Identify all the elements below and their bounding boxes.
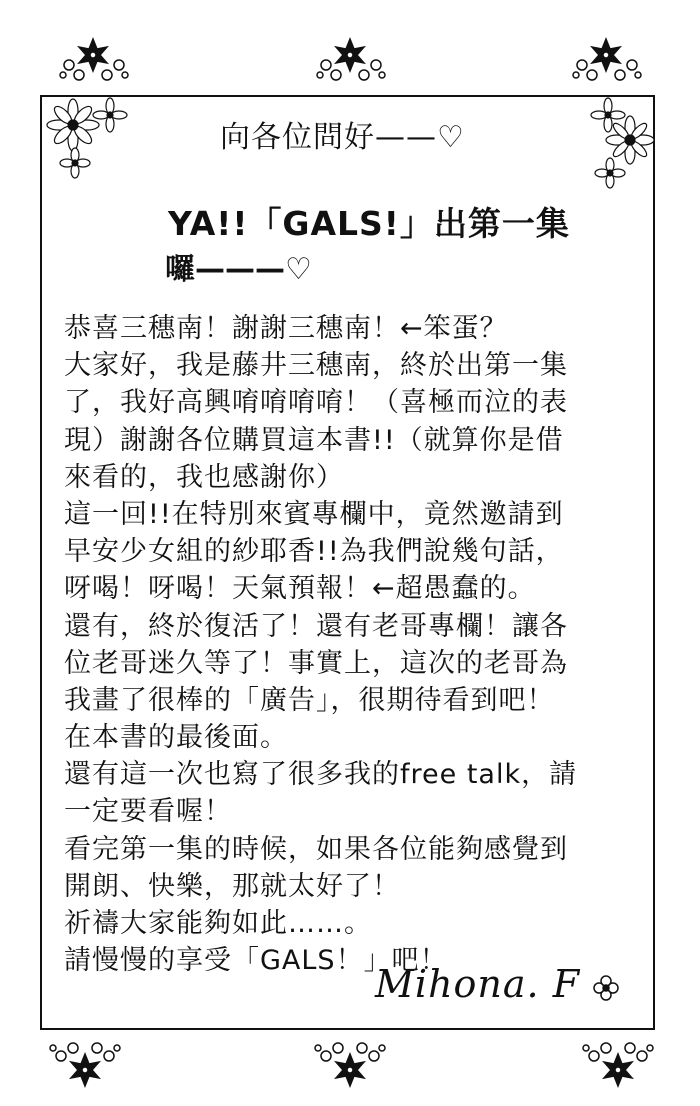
- body-line: 呀喝！呀喝！天氣預報！←超愚蠢的。: [64, 573, 536, 605]
- body-line: 現）謝謝各位購買這本書!!（就算你是借: [64, 424, 564, 456]
- flower-cluster-icon: [55, 35, 135, 85]
- body-line: 了，我好高興唷唷唷唷！（喜極而泣的表: [64, 387, 568, 419]
- flower-cluster-icon: [312, 35, 392, 85]
- body-line: 恭喜三穗南！謝謝三穗南！←笨蛋？: [64, 313, 508, 344]
- body-line: 還有，終於復活了！還有老哥專欄！讓各: [64, 610, 568, 642]
- body-line: 請慢慢的享受「GALS！」吧！: [64, 945, 448, 977]
- body-line: 祈禱大家能夠如此……。: [64, 908, 372, 939]
- signature-text: Mihona. F: [375, 962, 581, 1006]
- body-line: 大家好，我是藤井三穗南，終於出第一集: [64, 350, 568, 382]
- body-line: 早安少女組的紗耶香!!為我們說幾句話，: [64, 536, 564, 568]
- flower-cluster-icon: [578, 1040, 658, 1092]
- flower-bouquet-icon: [588, 95, 656, 190]
- body-line: 開朗、快樂，那就太好了！: [64, 870, 400, 902]
- flower-bouquet-icon: [45, 95, 135, 180]
- body-line: 還有這一次也寫了很多我的free talk，請: [64, 759, 578, 791]
- body-line: 這一回!!在特別來賓專欄中，竟然邀請到: [64, 498, 564, 530]
- body-line: 一定要看喔！: [64, 796, 232, 828]
- body-line: 我畫了很棒的「廣告」，很期待看到吧！: [64, 684, 555, 716]
- body-line: 來看的，我也感謝你）: [64, 461, 344, 493]
- body-line: 位老哥迷久等了！事實上，這次的老哥為: [64, 647, 568, 679]
- letter-heading: 向各位問好——♡: [220, 120, 465, 155]
- flower-cluster-icon: [568, 35, 648, 85]
- flower-cluster-icon: [45, 1040, 125, 1092]
- letter-subheading-continued: 囉———♡: [165, 252, 312, 287]
- body-line: 在本書的最後面。: [64, 722, 288, 754]
- signature-flower-icon: [593, 975, 619, 1001]
- author-signature: [375, 962, 619, 1006]
- body-line: 看完第一集的時候，如果各位能夠感覺到: [64, 833, 568, 865]
- letter-body: [64, 310, 644, 979]
- letter-subheading: YA!!「GALS!」出第一集: [168, 204, 570, 243]
- flower-cluster-icon: [310, 1040, 390, 1092]
